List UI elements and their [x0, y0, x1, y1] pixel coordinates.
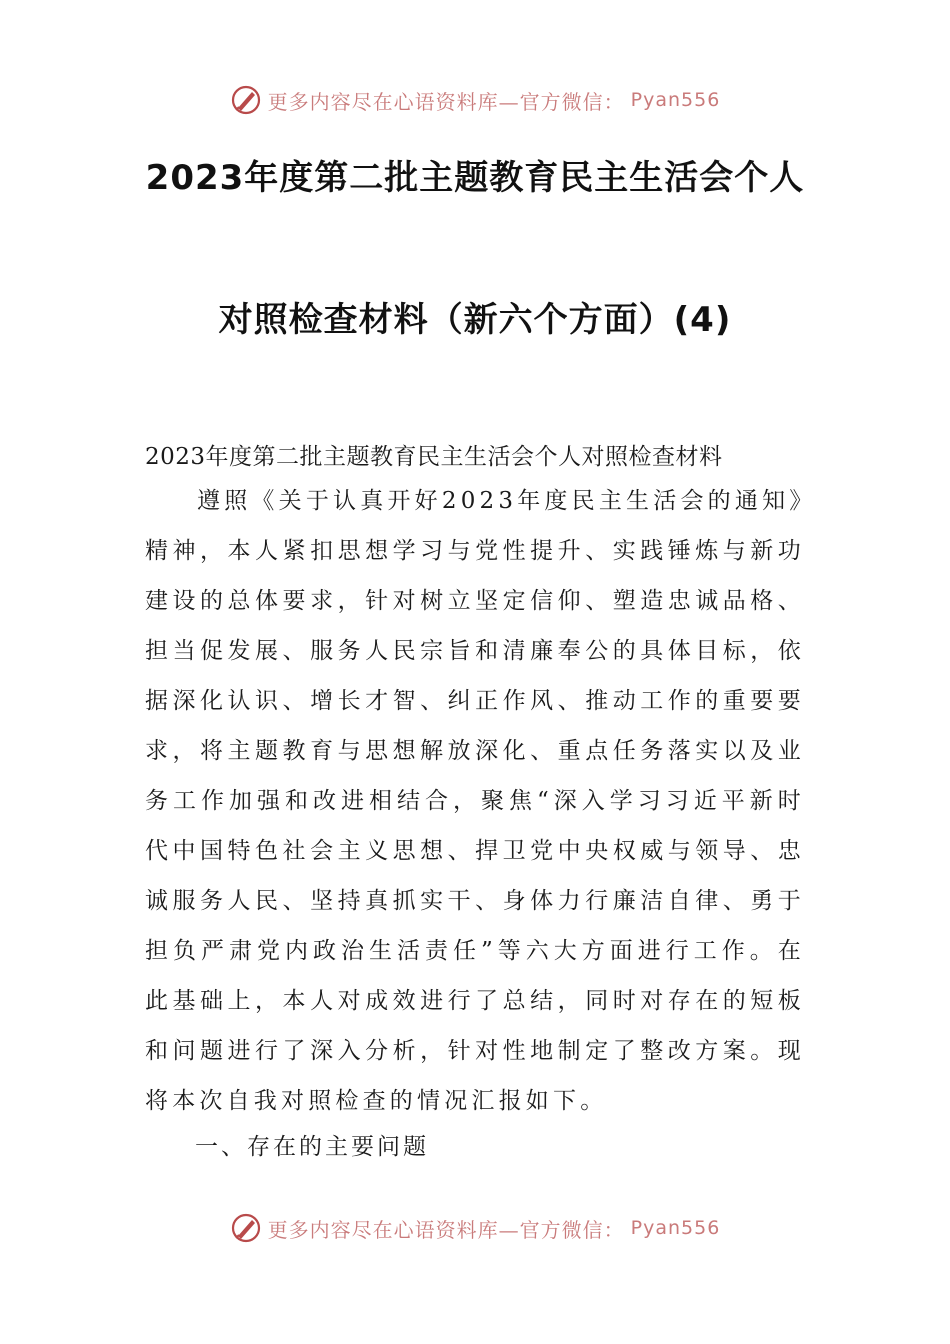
document-title-line-1: 2023年度第二批主题教育民主生活会个人: [145, 158, 805, 198]
header-watermark: [0, 84, 950, 116]
document-title-line-2: 对照检查材料（新六个方面）(4): [218, 300, 732, 340]
pen-logo-icon: [230, 84, 262, 116]
document-subtitle: 2023年度第二批主题教育民主生活会个人对照检查材料: [145, 444, 723, 470]
watermark-text: 更多内容尽在心语资料库—官方微信：: [267, 1217, 625, 1242]
watermark-wechat-id: Pyan556: [630, 1217, 721, 1239]
body-paragraph-1: 遵照《关于认真开好2023年度民主生活会的通知》精神，本人紧扣思想学习与党性提升、实践锤炼与新功建设的总体要求，针对树立坚定信仰、塑造忠诚品格、担当促发展、服务人民宗旨和清廉奉公的具体目标，依据深化认识、增长才智、纠正作风、推动工作的重要要求，将主题教育与思想解放深化、重点任务落实以及业务工作加强和改进相结合，聚焦“深入学习习近平新时代中国特色社会主义思想、捍卫党中央权威与领导、忠诚服务人民、坚持真抓实干、身体力行廉洁自律、勇于担负严肃党内政治生活责任”等六大方面进行工作。在此基础上，本人对成效进行了总结，同时对存在的短板和问题进行了深入分析，针对性地制定了整改方案。现将本次自我对照检查的情况汇报如下。: [145, 488, 805, 1114]
section-heading-1: 一、存在的主要问题: [195, 1134, 429, 1160]
watermark-wechat-id: Pyan556: [630, 89, 721, 111]
watermark-text: 更多内容尽在心语资料库—官方微信：: [267, 89, 625, 114]
pen-logo-icon: [230, 1212, 262, 1244]
footer-watermark: [0, 1212, 950, 1244]
